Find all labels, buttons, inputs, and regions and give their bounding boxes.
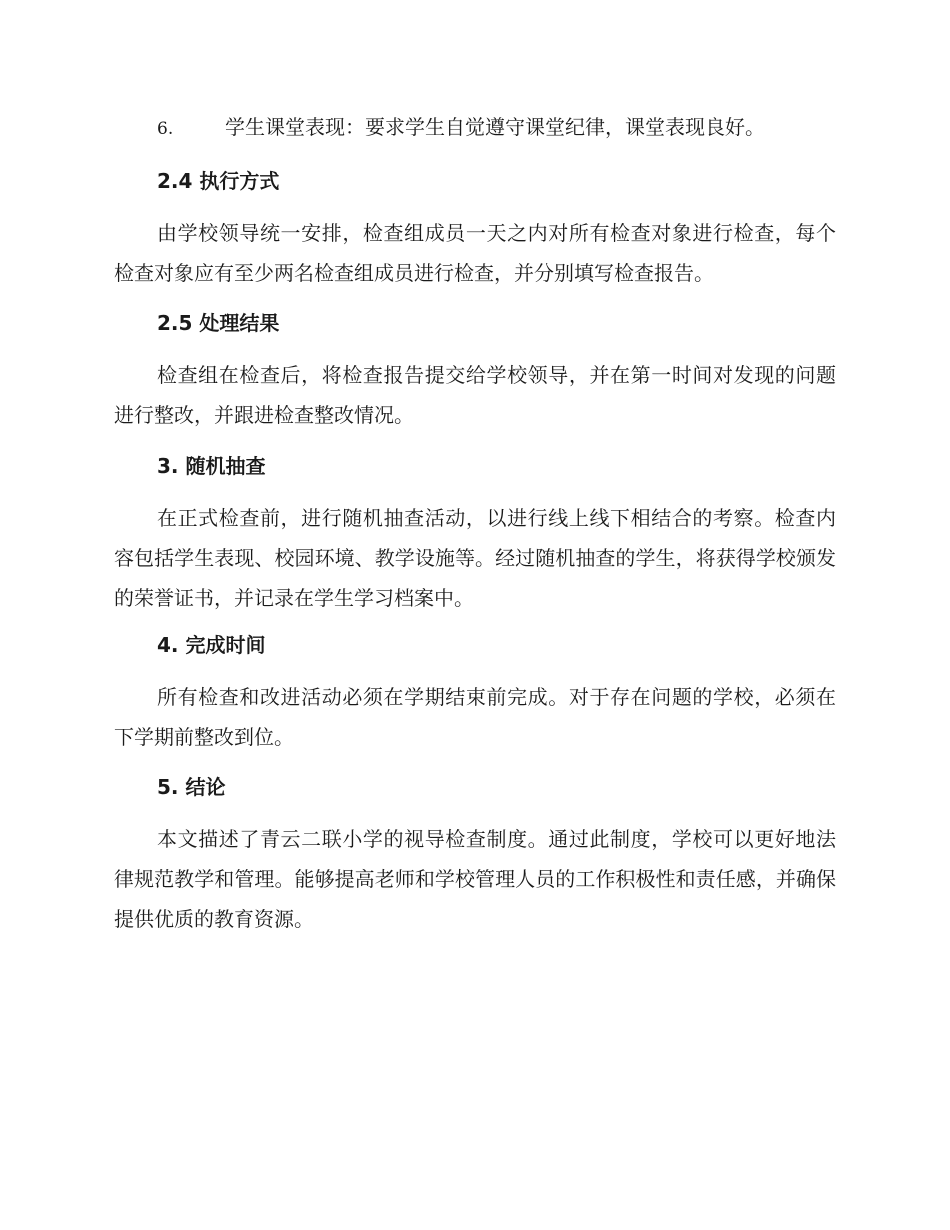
section-heading-2-5: 2.5 处理结果 [157,311,280,335]
section-heading-2-4: 2.4 执行方式 [157,169,280,193]
section-heading-4: 4. 完成时间 [157,633,266,657]
section-heading-3: 3. 随机抽查 [157,454,266,478]
section-paragraph-5: 本文描述了青云二联小学的视导检查制度。通过此制度，学校可以更好地法律规范教学和管理。能够提高老师和学校管理人员的工作积极性和责任感，并确保提供优质的教育资源。 [114,827,836,931]
section-paragraph-2-5: 检查组在检查后，将检查报告提交给学校领导，并在第一时间对发现的问题进行整改，并跟进检查整改情况。 [114,363,836,427]
section-paragraph-3: 在正式检查前，进行随机抽查活动，以进行线上线下相结合的考察。检查内容包括学生表现、校园环境、教学设施等。经过随机抽查的学生，将获得学校颁发的荣誉证书，并记录在学生学习档案中。 [114,506,836,610]
section-paragraph-4: 所有检查和改进活动必须在学期结束前完成。对于存在问题的学校，必须在下学期前整改到位。 [114,685,836,749]
section-paragraph-2-4: 由学校领导统一安排，检查组成员一天之内对所有检查对象进行检查，每个检查对象应有至少两名检查组成员进行检查，并分别填写检查报告。 [114,221,836,285]
section-heading-5: 5. 结论 [157,775,226,799]
list-item-text: 学生课堂表现：要求学生自觉遵守课堂纪律，课堂表现良好。 [225,115,765,139]
list-item-number: 6. [157,119,174,139]
list-item-6 [157,110,765,146]
